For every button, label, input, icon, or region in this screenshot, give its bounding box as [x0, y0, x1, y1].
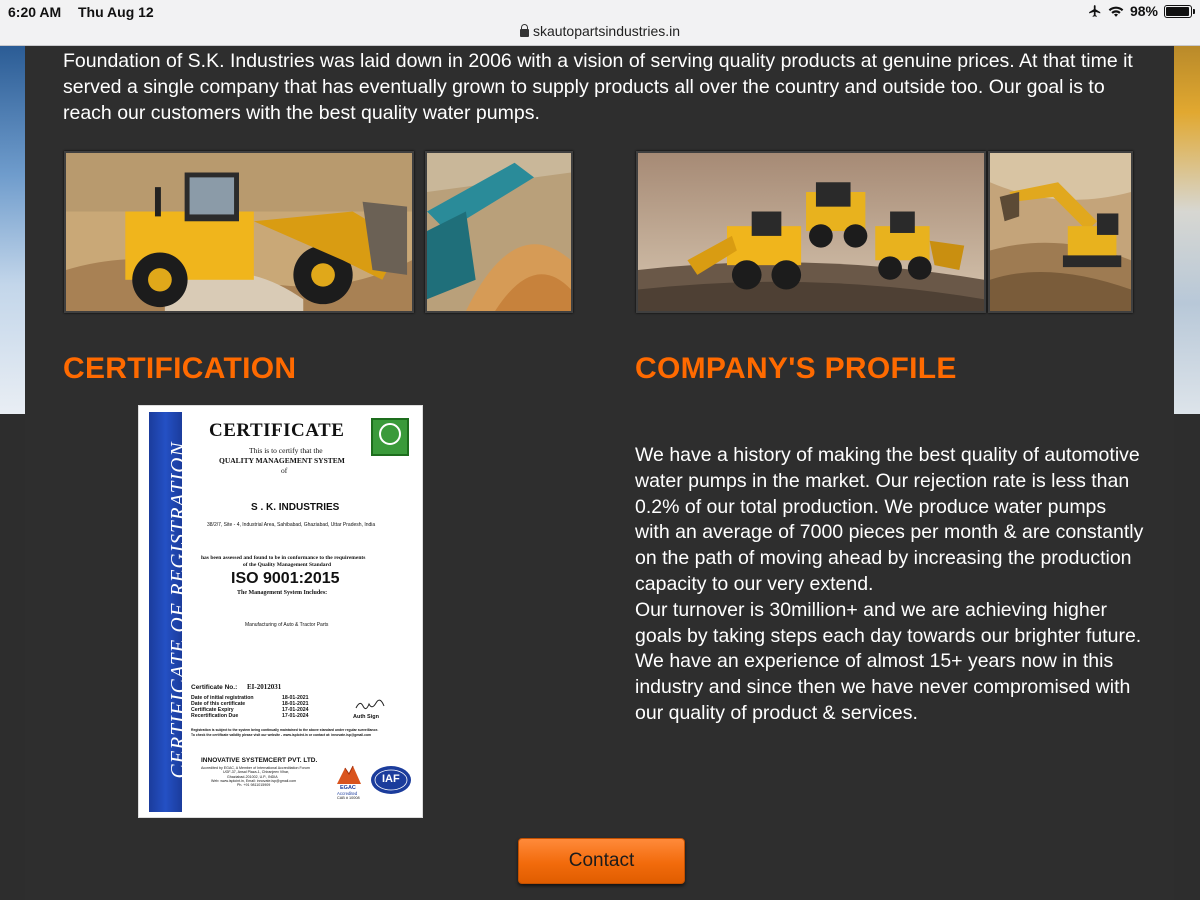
signature-icon: [354, 698, 386, 712]
certification-heading: CERTIFICATION: [63, 352, 297, 385]
date-value: 18-01-2021: [282, 701, 309, 707]
intro-paragraph: Foundation of S.K. Industries was laid down in 2006 with a vision of serving quality products at genuine prices. At that time it served a single company that has eventually grown to supply products all over the country and outside too. Our goal is to reach our customers with the best quality water pumps.: [63, 50, 1133, 124]
certificate-band-text: CERTIFICATE OF REGISTRATION: [166, 441, 190, 779]
certificate-includes: The Management System Includes:: [237, 590, 328, 596]
certificate-title: CERTIFICATE: [209, 420, 345, 441]
certificate-address: 38/2/7, Site - 4, Industrial Area, Sahibabad, Ghaziabad, Uttar Pradesh, India: [207, 522, 376, 528]
egac-label: EGAC: [340, 785, 356, 791]
issuer-line: Web: www.isploint.in, Email: innovate.isp@gmail.com: [211, 778, 297, 783]
certificate-note2: To check the certificate validity please visit our website - www.isploint.in or contact at: innovate.isp@gmail.com: [191, 733, 372, 737]
date-value: 18-01-2021: [282, 695, 309, 701]
date-value: 17-01-2024: [282, 707, 309, 713]
certificate-line2: QUALITY MANAGEMENT SYSTEM: [219, 456, 345, 465]
date-label: Certificate Expiry: [191, 707, 234, 713]
auth-sign-label: Auth Sign: [353, 714, 379, 720]
certificate-dates-values: [282, 695, 309, 719]
certificate-standard: ISO 9001:2015: [231, 570, 340, 587]
certificate-scope: Manufacturing of Auto & Tractor Parts: [245, 622, 329, 628]
profile-paragraph: We have a history of making the best quality of automotive water pumps in the market. Our rejection rate is less than 0.2% of our total production. We produce water pumps with an average of 7000 pieces per month & are constantly on the path of moving ahead by increasing the production capacity to our very extend.: [635, 444, 1144, 595]
url-text: skautopartsindustries.in: [532, 23, 681, 39]
background-image-right-edge: [1174, 46, 1200, 414]
certificate-number-label: Certificate No.:: [191, 684, 238, 691]
date-value: 17-01-2024: [282, 713, 309, 719]
certificate-line3: of: [281, 466, 288, 475]
certificate-note1: Registration is subject to the system being continually maintained to the above standard under regular surveillance.: [191, 728, 379, 732]
issuer-details: [201, 766, 310, 787]
company-profile-heading: COMPANY'S PROFILE: [635, 352, 957, 385]
photo-excavator-quarry: [988, 151, 1133, 313]
profile-paragraph: Our turnover is 30million+ and we are achieving higher goals by taking steps each day towards our brighter future.: [635, 598, 1142, 647]
egac-number: CAB # 10008: [337, 796, 360, 800]
egac-sub: Accredited: [337, 791, 358, 796]
issuer-line: Ghaziabad-201002, U.P., INDIA: [227, 774, 278, 779]
date-label: Recertification Due: [191, 713, 239, 719]
profile-paragraph: We have an experience of almost 15+ years now in this industry and since then we have never compromised with our quality of product & services.: [635, 650, 1131, 724]
certificate-image[interactable]: [138, 405, 423, 818]
battery-icon: [1164, 5, 1192, 18]
certificate-company: S . K. INDUSTRIES: [251, 502, 340, 513]
airplane-icon: [1088, 4, 1102, 18]
egac-logo-icon: [335, 762, 363, 786]
photo-construction-fleet: [636, 151, 986, 313]
photo-conveyor-sand: [425, 151, 573, 313]
status-time: 6:20 AM: [8, 4, 62, 20]
certificate-line1: This is to certify that the: [249, 446, 323, 455]
lock-icon: [520, 29, 529, 37]
issuer-line: Ph. +91 9811015909: [237, 783, 271, 788]
certificate-assessed-line1: has been assessed and found to be in conformance to the requirements: [201, 555, 366, 561]
battery-percent: 98%: [1129, 3, 1158, 19]
issuer-line: Accredited by EGAC, A Member of International Accreditation Forum: [201, 766, 310, 770]
background-image-left-edge: [0, 46, 25, 414]
issuer-line: UGF-37, Ansal Plaza-1, Chiranjeev Vihar,: [223, 770, 290, 775]
contact-button[interactable]: Contact: [518, 838, 685, 884]
certificate-dates-labels: [191, 695, 254, 719]
date-label: Date of initial registration: [191, 695, 254, 701]
issuer-name: INNOVATIVE SYSTEMCERT PVT. LTD.: [201, 757, 318, 764]
status-indicators: [1088, 3, 1192, 19]
wifi-icon: [1108, 5, 1124, 18]
certification-badge-icon: [371, 418, 409, 456]
address-bar[interactable]: [0, 23, 1200, 39]
company-profile-text: [635, 443, 1145, 727]
status-date: Thu Aug 12: [78, 4, 154, 20]
certificate-number: EI-2012031: [247, 683, 282, 691]
status-bar: [0, 0, 1200, 46]
iaf-label: IAF: [382, 773, 400, 785]
date-label: Date of this certificate: [191, 701, 246, 707]
certificate-assessed-line2: of the Quality Management Standard: [243, 562, 331, 568]
photo-wheel-loader: [64, 151, 414, 313]
